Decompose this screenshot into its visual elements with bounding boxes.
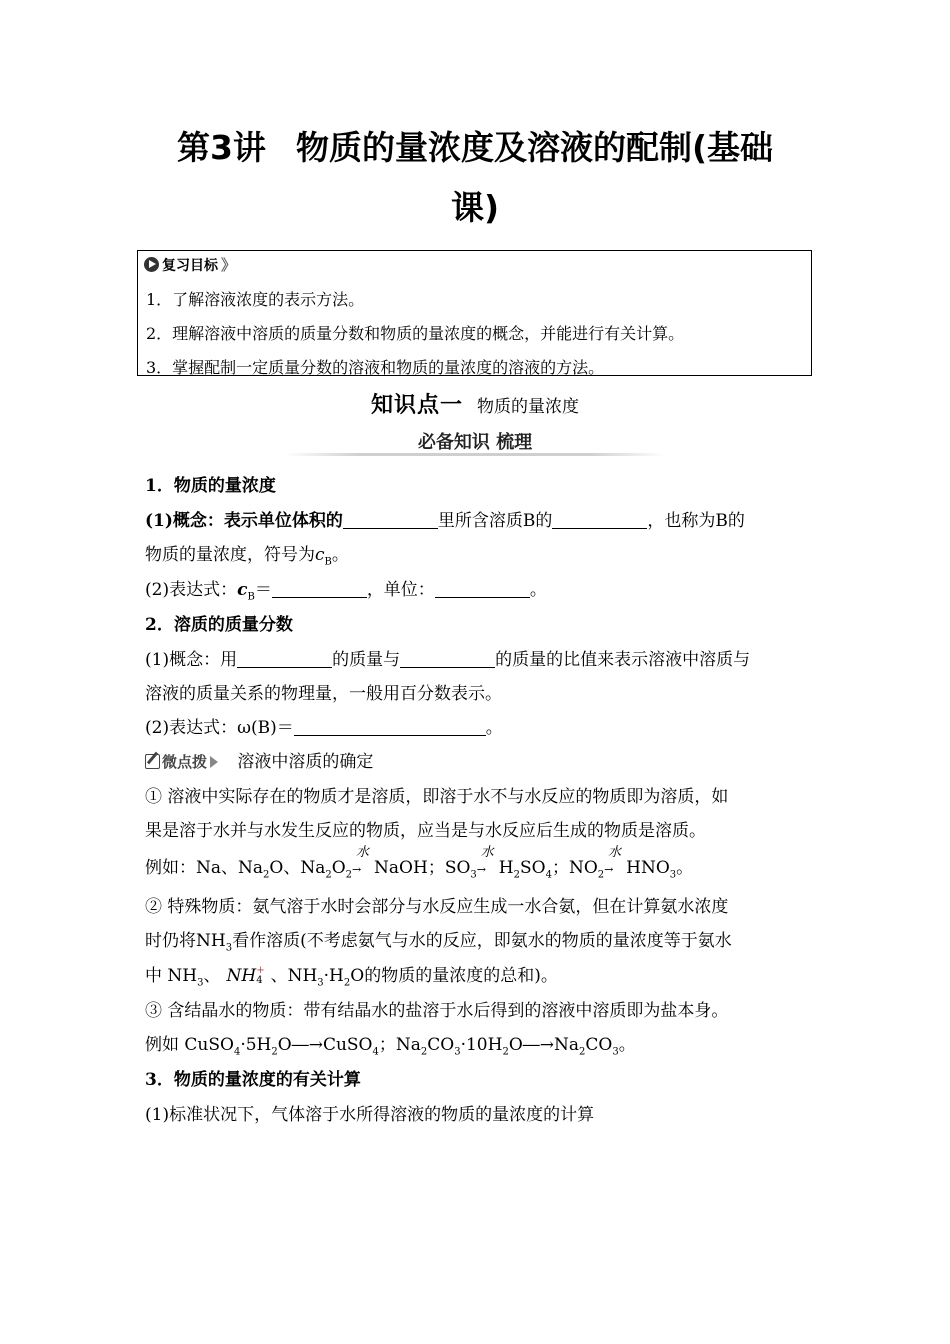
example-equation: 例如：Na、$Na_2O$、$Na_2O_2$ 水 → NaOH；$SO_3$ 水 → $H_2SO_4$；$NO_2$ 水 → $HNO_3$。 bbox=[145, 845, 694, 881]
lecture-number: 第3讲 bbox=[176, 128, 266, 167]
page-title bbox=[150, 118, 800, 238]
knowledge-point-topic: 物质的量浓度 bbox=[477, 397, 579, 417]
paragraph-line: (1)概念：用 的质量与 的质量的比值来表示溶液中溶质与 bbox=[145, 650, 751, 670]
review-goals-box bbox=[137, 250, 812, 376]
goal-item: 1．了解溶液浓度的表示方法。 bbox=[146, 290, 365, 309]
reaction-arrow: 水 → bbox=[476, 845, 494, 876]
reaction-arrow: 水 → bbox=[352, 845, 370, 876]
section-subheader: 必备知识 梳理 bbox=[417, 432, 533, 453]
section-heading: 1．物质的量浓度 bbox=[145, 476, 276, 496]
review-goals-header bbox=[144, 254, 233, 275]
section-heading: 2．溶质的质量分数 bbox=[145, 615, 293, 635]
tip-title: 溶液中溶质的确定 bbox=[237, 752, 374, 772]
play-circle-icon bbox=[144, 257, 159, 272]
title-main: 物质的量浓度及溶液的配制(基础 bbox=[295, 128, 774, 167]
paragraph-line: 果是溶于水并与水发生反应的物质，应当是与水反应后生成的物质是溶质。 bbox=[145, 821, 706, 841]
paragraph-line: 物质的量浓度，符号为$c_B$。 bbox=[145, 545, 349, 568]
pencil-icon bbox=[145, 754, 160, 769]
paragraph-line: (1)概念：表示单位体积的 里所含溶质B的 ，也称为B的 bbox=[145, 511, 745, 531]
paragraph-line: ① 溶液中实际存在的物质才是溶质，即溶于水不与水反应的物质即为溶质，如 bbox=[145, 787, 729, 807]
fill-blank bbox=[552, 511, 647, 529]
knowledge-point-header bbox=[0, 388, 950, 419]
paragraph-line: 溶液的质量关系的物理量，一般用百分数表示。 bbox=[145, 684, 502, 704]
title-line-2: 课) bbox=[450, 188, 500, 227]
fill-blank bbox=[435, 580, 530, 598]
double-chevron-icon: 》 bbox=[221, 256, 234, 274]
tip-label: 微点拨 bbox=[162, 753, 208, 771]
triangle-right-icon bbox=[210, 756, 218, 768]
review-goals-label: 复习目标 bbox=[162, 257, 218, 274]
paragraph-line: ③ 含结晶水的物质：带有结晶水的盐溶于水后得到的溶液中溶质即为盐本身。 bbox=[145, 1001, 729, 1021]
goal-item: 2．理解溶液中溶质的质量分数和物质的量浓度的概念，并能进行有关计算。 bbox=[146, 324, 685, 343]
subheader-divider bbox=[285, 453, 665, 456]
paragraph-line: 时仍将$NH_3$看作溶质(不考虑氨气与水的反应，即氨水的物质的量浓度等于氨水 bbox=[145, 931, 732, 954]
fill-blank bbox=[343, 511, 438, 529]
paragraph-line: (1)标准状况下，气体溶于水所得溶液的物质的量浓度的计算 bbox=[145, 1105, 595, 1125]
knowledge-point-label: 知识点一 bbox=[370, 393, 463, 418]
paragraph-line: (2)表达式：$c_B=$ ，单位： 。 bbox=[145, 580, 547, 603]
tip-header bbox=[145, 747, 373, 772]
fill-blank bbox=[272, 580, 367, 598]
paragraph-line: ② 特殊物质：氨气溶于水时会部分与水反应生成一水合氨，但在计算氨水浓度 bbox=[145, 897, 729, 917]
fill-blank bbox=[400, 650, 495, 668]
reaction-arrow: 水 → bbox=[604, 845, 622, 876]
example-equation: 例如 $CuSO_4\cdot 5H_2O―\to CuSO_4$；$Na_2CO_3\cdot 10H_2O―\to Na_2CO_3$。 bbox=[145, 1035, 636, 1058]
paragraph-line: (2)表达式：ω(B)＝ 。 bbox=[145, 718, 503, 738]
title-line-1 bbox=[150, 118, 800, 178]
fill-blank bbox=[294, 718, 486, 736]
goal-item: 3．掌握配制一定质量分数的溶液和物质的量浓度的溶液的方法。 bbox=[146, 358, 605, 377]
fill-blank bbox=[237, 650, 332, 668]
section-heading: 3．物质的量浓度的有关计算 bbox=[145, 1070, 361, 1090]
paragraph-line: 中 $NH_3$、 NH + 4 、$NH_3\cdot H_2O$的物质的量浓度的总和)。 bbox=[145, 965, 558, 989]
